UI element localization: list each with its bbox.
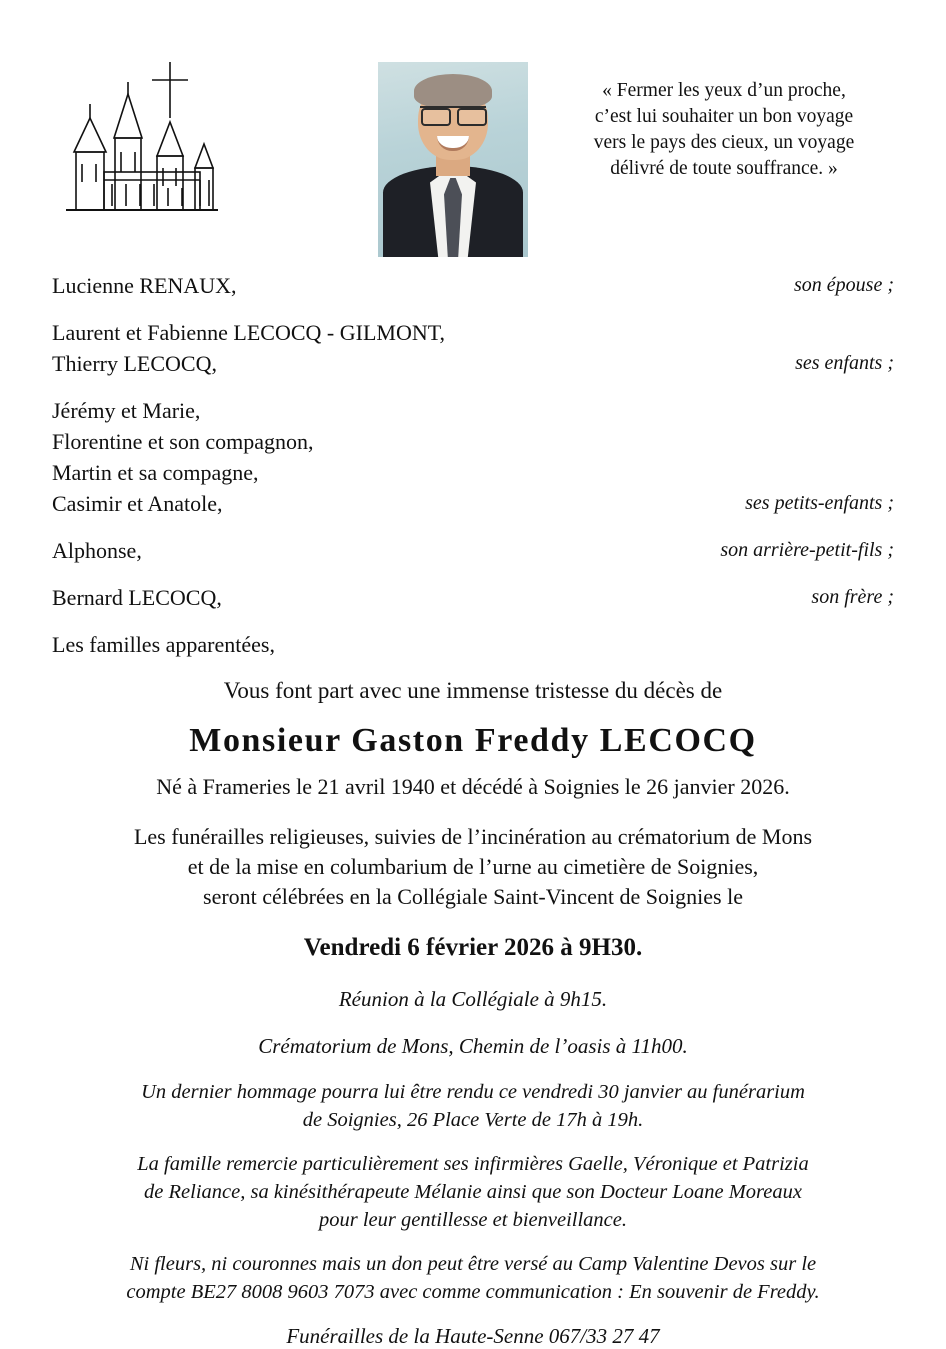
donation-line-2: compte BE27 8008 9603 7073 avec comme communication : En souvenir de Freddy. <box>126 1281 820 1303</box>
thanks-line-2: de Reliance, sa kinésithérapeute Mélanie ainsi que son Docteur Loane Moreaux <box>144 1181 802 1203</box>
funeral-line-1: Les funérailles religieuses, suivies de l’incinération au crématorium de Mons <box>133 824 813 849</box>
ceremony-date: Vendredi 6 février 2026 à 9H30. <box>303 934 643 961</box>
church-with-cross-icon <box>52 60 222 230</box>
family-relation: ses petits-enfants ; <box>745 492 894 514</box>
family-relation: son épouse ; <box>794 274 894 296</box>
funeral-home-contact: Funérailles de la Haute-Senne 067/33 27 47 <box>286 1324 660 1348</box>
family-row <box>52 488 894 519</box>
funeral-line-3: seront célébrées en la Collégiale Saint-Vincent de Soignies le <box>203 884 743 909</box>
quote-line-1: « Fermer les yeux d’un proche, <box>602 80 846 101</box>
thanks-block <box>52 1150 894 1234</box>
family-name: Martin et sa compagne, <box>52 460 259 485</box>
family-group-grandchildren <box>52 395 894 519</box>
family-row <box>52 270 894 301</box>
family-row <box>52 426 894 457</box>
family-group-great-grandchild <box>52 535 894 566</box>
family-group-children <box>52 317 894 379</box>
donation-block <box>52 1250 894 1306</box>
family-name: Lucienne RENAUX, <box>52 273 237 298</box>
quote-line-4: délivré de toute souffrance. » <box>610 158 838 179</box>
family-name: Alphonse, <box>52 538 142 563</box>
family-row <box>52 348 894 379</box>
funeral-details <box>52 822 894 912</box>
family-name: Jérémy et Marie, <box>52 398 201 423</box>
thanks-line-3: pour leur gentillesse et bienveillance. <box>319 1209 627 1231</box>
family-name: Thierry LECOCQ, <box>52 351 217 376</box>
family-relation: ses enfants ; <box>795 352 894 374</box>
crematorium-line: Crématorium de Mons, Chemin de l’oasis à 11h00. <box>258 1034 688 1058</box>
related-families-line: Les familles apparentées, <box>52 632 275 657</box>
announcement-block <box>52 678 894 1349</box>
homage-line-2: de Soignies, 26 Place Verte de 17h à 19h. <box>302 1109 644 1131</box>
family-relation: son arrière-petit-fils ; <box>720 539 894 561</box>
family-row <box>52 582 894 613</box>
announcement-intro: Vous font part avec une immense tristesse du décès de <box>223 678 723 703</box>
memorial-quote <box>554 78 894 182</box>
portrait-photo <box>378 62 528 257</box>
family-row <box>52 395 894 426</box>
card-header <box>0 0 946 270</box>
quote-line-2: c’est lui souhaiter un bon voyage <box>594 106 854 127</box>
meeting-line: Réunion à la Collégiale à 9h15. <box>338 987 608 1011</box>
donation-line-1: Ni fleurs, ni couronnes mais un don peut être versé au Camp Valentine Devos sur le <box>129 1253 817 1275</box>
family-relation: son frère ; <box>811 586 894 608</box>
homage-block <box>52 1078 894 1134</box>
portrait-glasses <box>420 106 486 123</box>
family-row <box>52 457 894 488</box>
family-name: Bernard LECOCQ, <box>52 585 222 610</box>
family-group-spouse <box>52 270 894 301</box>
family-name: Laurent et Fabienne LECOCQ - GILMONT, <box>52 320 446 345</box>
family-list <box>52 270 894 660</box>
portrait-hair <box>414 74 492 108</box>
family-group-brother <box>52 582 894 613</box>
deceased-name: Monsieur Gaston Freddy LECOCQ <box>189 722 757 759</box>
family-row <box>52 535 894 566</box>
family-name: Casimir et Anatole, <box>52 491 223 516</box>
funeral-line-2: et de la mise en columbarium de l’urne au cimetière de Soignies, <box>187 854 759 879</box>
homage-line-1: Un dernier hommage pourra lui être rendu ce vendredi 30 janvier au funérarium <box>141 1081 805 1103</box>
thanks-line-1: La famille remercie particulièrement ses infirmières Gaelle, Véronique et Patrizia <box>137 1153 809 1175</box>
family-name: Florentine et son compagnon, <box>52 429 314 454</box>
birth-death-line: Né à Frameries le 21 avril 1940 et décédé à Soignies le 26 janvier 2026. <box>156 774 790 799</box>
family-row <box>52 317 894 348</box>
quote-line-3: vers le pays des cieux, un voyage <box>593 132 855 153</box>
